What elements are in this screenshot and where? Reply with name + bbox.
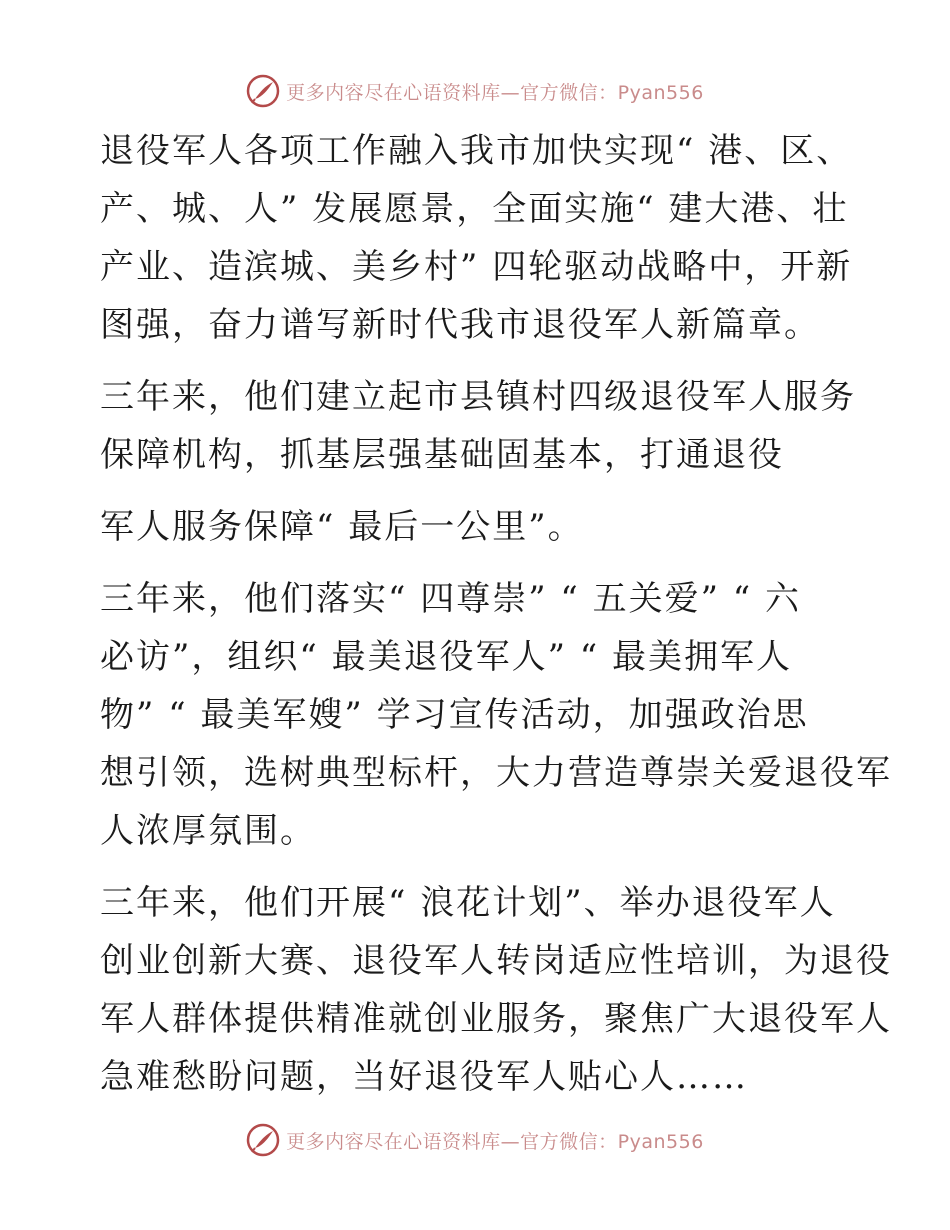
paragraph-1 <box>100 122 860 354</box>
text-line: 创业创新大赛、退役军人转岗适应性培训，为退役 <box>100 941 892 981</box>
text-line: 人浓厚氛围。 <box>100 811 316 851</box>
watermark-text: 更多内容尽在心语资料库—官方微信：Pyan556 <box>286 1130 704 1153</box>
text-line: 保障机构，抓基层强基础固基本，打通退役 <box>100 435 784 475</box>
text-line: 军人群体提供精准就创业服务，聚焦广大退役军人 <box>100 999 892 1039</box>
text-line: 三年来，他们建立起市县镇村四级退役军人服务 <box>100 377 856 417</box>
text-line: 产、城、人” 发展愿景，全面实施“ 建大港、壮 <box>100 189 849 229</box>
text-line: 物” “ 最美军嫂” 学习宣传活动，加强政治思 <box>100 695 809 735</box>
feather-logo-icon <box>246 1123 280 1157</box>
watermark-text: 更多内容尽在心语资料库—官方微信：Pyan556 <box>286 81 704 104</box>
text-line: 退役军人各项工作融入我市加快实现“ 港、区、 <box>100 131 853 171</box>
footer-watermark <box>0 1120 950 1160</box>
text-line: 急难愁盼问题，当好退役军人贴心人…… <box>100 1057 748 1097</box>
text-line: 军人服务保障“ 最后一公里”。 <box>100 507 584 547</box>
text-line: 产业、造滨城、美乡村” 四轮驱动战略中，开新 <box>100 247 853 287</box>
text-line: 必访”，组织“ 最美退役军人” “ 最美拥军人 <box>100 637 792 677</box>
text-line: 想引领，选树典型标杆，大力营造尊崇关爱退役军 <box>100 753 892 793</box>
paragraph-2 <box>100 368 860 484</box>
feather-logo-icon <box>246 74 280 108</box>
paragraph-3 <box>100 498 860 556</box>
document-body <box>100 122 892 1106</box>
header-watermark <box>0 71 950 111</box>
text-line: 三年来，他们落实“ 四尊崇” “ 五关爱” “ 六 <box>100 579 801 619</box>
text-line: 图强，奋力谱写新时代我市退役军人新篇章。 <box>100 305 820 345</box>
paragraph-5 <box>100 874 892 1106</box>
text-line: 三年来，他们开展“ 浪花计划”、举办退役军人 <box>100 883 836 923</box>
paragraph-4 <box>100 570 892 860</box>
